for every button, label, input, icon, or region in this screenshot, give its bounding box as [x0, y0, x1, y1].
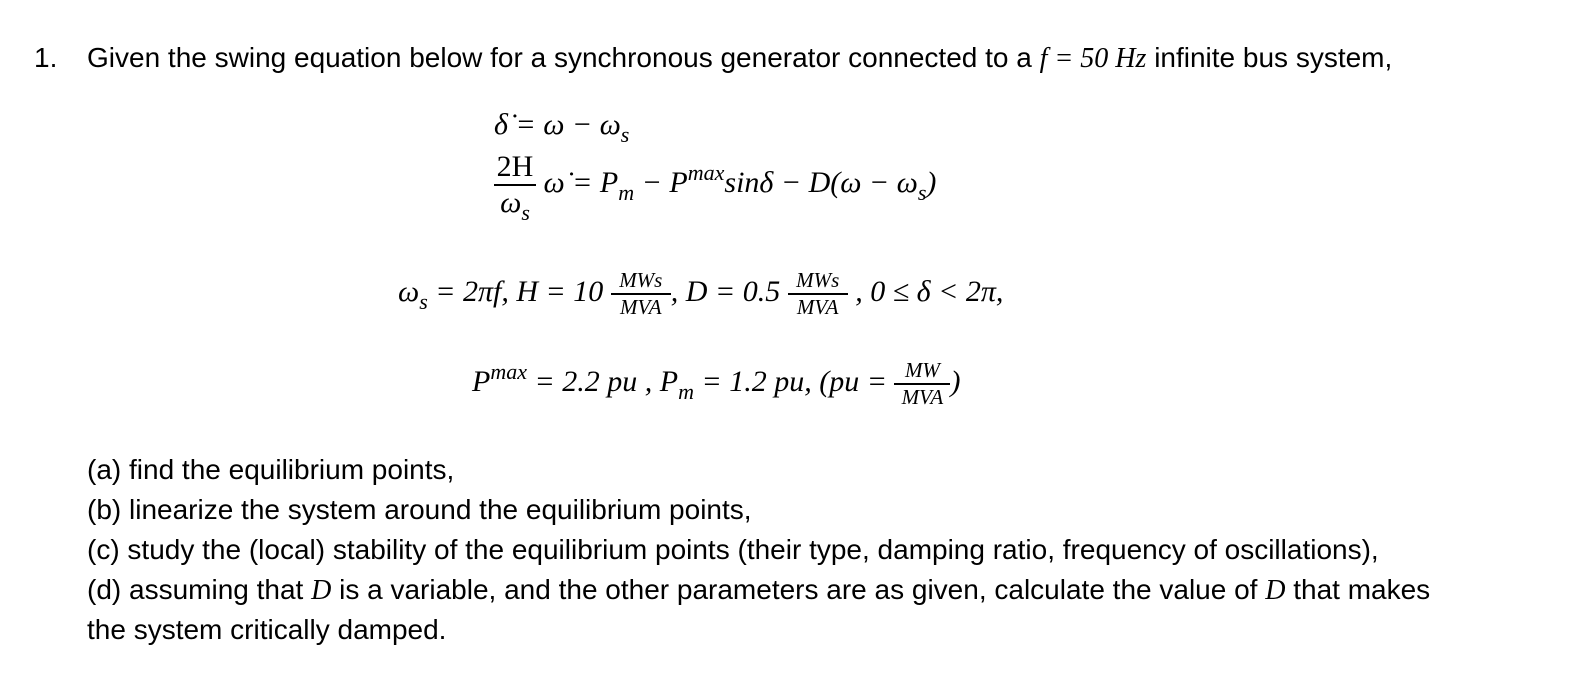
fraction-pu-units: $\frac{MW}{\text{MVA}}$	[894, 358, 950, 410]
part-d-continued: the system critically damped.	[87, 614, 447, 645]
equation-swing: $\frac{2H}{\omega_s}$ ω̇ = $P_m - P^{max}\sin\delta - D(\omega - \omega_s)$	[494, 150, 936, 220]
fraction-d-units: $\frac{\text{MWs}}{\text{MVA}}$	[788, 268, 848, 320]
part-a: (a) find the equilibrium points,	[87, 454, 455, 485]
problem-number: 1.	[34, 42, 58, 73]
power-line: $P^{max} = 2.2$ pu , $P_m = 1.2$ pu, (pu = $\frac{MW}{\text{MVA}}$ )	[472, 358, 961, 409]
intro-frequency: f = 50 Hz	[1039, 43, 1147, 74]
parameters-line: $\omega_s = 2\pi f$, H = 10 $\frac{\text{MWs}}{\text{MVA}}$ , D = 0.5 $\frac{\text{MWs}}{\text{MVA}}$ , 0 ≤ δ < 2π,	[398, 268, 1004, 319]
part-c: (c) study the (local) stability of the equilibrium points (their type, damping ratio, frequency of oscillations),	[87, 534, 1379, 565]
fraction-2h-omega: $\frac{2H}{\omega_s}$	[494, 150, 536, 220]
part-d: (d) assuming that D is a variable, and the other parameters are as given, calculate the value of D that makes	[87, 574, 1431, 606]
equation-delta-dot: δ̇ = $\omega - \omega_s$	[494, 108, 630, 147]
intro-tail: infinite bus system,	[1154, 42, 1393, 73]
problem-intro	[87, 42, 1392, 75]
part-b: (b) linearize the system around the equilibrium points,	[87, 494, 752, 525]
fraction-h-units: $\frac{\text{MWs}}{\text{MVA}}$	[611, 268, 671, 320]
intro-text: Given the swing equation below for a synchronous generator connected to a	[87, 42, 1032, 73]
